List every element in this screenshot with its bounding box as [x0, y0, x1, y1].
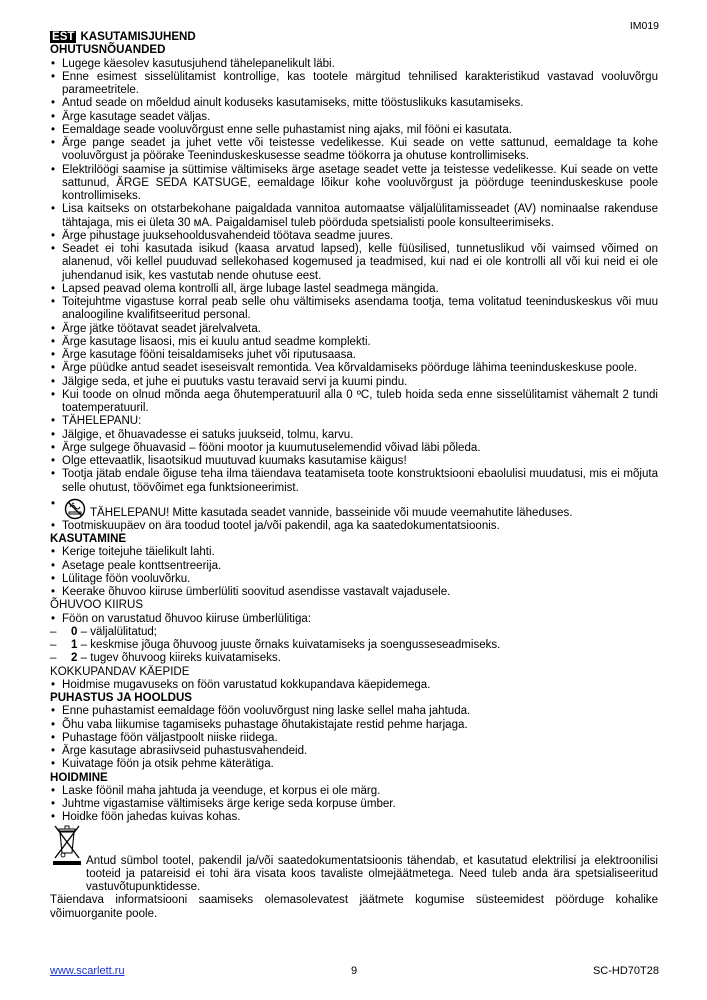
- disposal-text: Antud sümbol tootel, pakendil ja/või saatedokumentatsioonis tähendab, et kasutatud elektrilisi ja elektroonilisi tooteid ja patareisid ei tohi ära visata koos tavaliste olmejäätmetega. Need tuleb anda ära spetsialiseeritud vastuvõtupunktidesse.: [86, 854, 658, 893]
- speed-mode: – 1 – keskmise jõuga õhuvoog juuste õrnaks kuivatamiseks ja soengusseseadmiseks.: [50, 639, 658, 652]
- page-number: 9: [351, 965, 358, 977]
- list-item: • Eemaldage seade vooluvõrgust enne selle puhastamist ning ajaks, mil fööni ei kasutata.: [50, 124, 658, 137]
- usage-heading: KASUTAMINE: [50, 533, 127, 545]
- list-item-warning: [50, 498, 658, 520]
- list-item: • Kuivatage föön ja otsik pehme käterätiga.: [50, 758, 658, 771]
- list-item: • Lisa kaitseks on otstarbekohane paigaldada vannitoa automaatse väljalülitamisseadet (AV) nominaalse rakenduse tähtajaga, mis ei ületa 30 мА. Paigaldamisel tuleb pöörduda spetsialisti poole konsulteerimiseks.: [50, 203, 658, 230]
- list-item: • Kerige toitejuhe täielikult lahti.: [50, 546, 658, 559]
- folding-heading: KOKKUPANDAV KÄEPIDE: [50, 665, 190, 678]
- safety-list: [50, 58, 658, 534]
- list-item: • Lugege käesolev kasutusjuhend tähelepanelikult läbi.: [50, 58, 658, 71]
- airflow-heading: ÕHUVOO KIIRUS: [50, 599, 144, 612]
- list-item: • Hoidke föön jahedas kuivas kohas.: [50, 811, 658, 824]
- speed-key: 0: [71, 625, 78, 638]
- speed-key: 2: [71, 652, 78, 665]
- list-item: • Tootmiskuupäev on ära toodud tootel ja/või pakendil, aga ka saatedokumentatsioonis.: [50, 520, 658, 533]
- list-item: • Föön on varustatud õhuvoo kiiruse ümberlülitiga:: [50, 613, 658, 626]
- list-item: • Ärge pange seadet ja juhet vette või teistesse vedelikesse. Kui seade on vette sattunud, eemaldage ta kohe vooluvõrgust ja pöörake Teeninduskeskusesse seadme töökorra ja ohutuse kontrollimiseks.: [50, 137, 658, 164]
- list-item: • Seadet ei tohi kasutada isikud (kaasa arvatud lapsed), kelle füüsilised, tunnetuslikud või vaimsed võimed on alanenud, või kellel puuduvad sellekohased kogemused ja teadmised, kui nad ei ole kontrolli all või kui neid ei ole juhendanud isik, kes vastutab nende ohutuse eest.: [50, 243, 658, 283]
- list-item: • Antud seade on mõeldud ainult koduseks kasutamiseks, mitte tööstuslikuks kasutamiseks.: [50, 97, 658, 110]
- list-item: • Ärge kasutage abrasiivseid puhastusvahendeid.: [50, 745, 658, 758]
- list-item: • Puhastage föön väljastpoolt niiske riidega.: [50, 732, 658, 745]
- cleaning-heading: PUHASTUS JA HOOLDUS: [50, 692, 192, 704]
- list-item: • Hoidmise mugavuseks on föön varustatud kokkupandava käepidemega.: [50, 679, 658, 692]
- storage-heading: HOIDMINE: [50, 771, 108, 784]
- list-item: • Laske föönil maha jahtuda ja veenduge, et korpus ei ole märg.: [50, 785, 658, 798]
- list-item: • Ärge pihustage juuksehooldusvahendeid töötava seadme juures.: [50, 230, 658, 243]
- list-item: • Olge ettevaatlik, lisaotsikud muutuvad kuumaks kasutamise käigus!: [50, 455, 658, 468]
- model-number: SC-HD70T28: [592, 965, 659, 977]
- warning-text: • TÄHELEPANU! Mitte kasutada seadet vannide, basseinide või muude veemahutite läheduses.: [90, 506, 573, 519]
- list-item: • Toitejuhtme vigastuse korral peab selle ohu vältimiseks asendama tootja, tema volitatud teeninduskeskus või muu analoogiline kvalifitseeritud personal.: [50, 296, 658, 323]
- speed-mode: – 2 – tugev õhuvoog kiireks kuivatamiseks.: [50, 652, 658, 665]
- list-item: • Ärge püüdke antud seadet iseseisvalt remontida. Vea kõrvaldamiseks pöörduge lähima teeninduskeskuse poole.: [50, 362, 658, 375]
- crossed-bin-icon: [50, 823, 84, 867]
- disposal-note: Täiendava informatsiooni saamiseks olemasolevatest jäätmete kogumise süsteemidest pöörduge kohalike võimuorganite poole.: [50, 894, 658, 920]
- document-code: IM019: [629, 20, 659, 32]
- disposal-paragraph: [50, 855, 658, 895]
- list-item: • Ärge jätke töötavat seadet järelvalveta.: [50, 323, 658, 336]
- page-footer: [50, 965, 659, 979]
- manual-title: KASUTAMISJUHEND: [80, 31, 196, 43]
- list-item: • TÄHELEPANU:: [50, 415, 658, 428]
- list-item: • Elektrilöögi saamise ja süttimise vältimiseks ärge asetage seadet vette ja teistesse vedelikesse. Kui seade on vette sattunud, ÄRGE SEDA KATSUGE, eemaldage lõikur kohe vooluvõrgust ja pöörduge teeninduskeskuse poole kontrollimiseks.: [50, 164, 658, 204]
- list-item: • Juhtme vigastamise vältimiseks ärge kerige seda korpuse ümber.: [50, 798, 658, 811]
- list-item: • Jälgige seda, et juhe ei puutuks vastu teravaid servi ja kuumi pindu.: [50, 376, 658, 389]
- list-item: • Lülitage föön vooluvõrku.: [50, 573, 658, 586]
- list-item: • Ärge sulgege õhuavasid – fööni mootor ja kuumutuselemendid võivad läbi põleda.: [50, 442, 658, 455]
- speed-key: 1: [71, 639, 78, 651]
- list-item: • Tootja jätab endale õiguse teha ilma täiendava teatamiseta toote konstruktsiooni ebaolulisi muudatusi, mis ei mõjuta selle ohutust, töövõimet ega funktsioneerimist.: [50, 468, 658, 495]
- speed-mode: – 0 – väljalülitatud;: [50, 626, 658, 639]
- list-item: • Enne puhastamist eemaldage föön vooluvõrgust ning laske sellel maha jahtuda.: [50, 705, 658, 718]
- list-item: • Enne esimest sisselülitamist kontrollige, kas tootele märgitud tehnilised karakteristikud vastavad vooluvõrgu parameetritele.: [50, 71, 658, 98]
- website-link[interactable]: www.scarlett.ru: [50, 965, 125, 977]
- list-item: • Kui toode on olnud mõnda aega õhutemperatuuril alla 0 ºC, tuleb hoida seda enne sisselülitamist vähemalt 2 tundi toatemperatuuril.: [50, 389, 658, 416]
- manual-content: [50, 31, 658, 921]
- list-item: • Õhu vaba liikumise tagamiseks puhastage õhutakistajate restid pehme harjaga.: [50, 719, 658, 732]
- safety-heading: OHUTUSNÕUANDED: [50, 44, 166, 57]
- no-water-bath-icon: [62, 498, 89, 520]
- list-item: • Ärge kasutage seadet väljas.: [50, 111, 658, 124]
- language-badge: EST: [52, 31, 75, 43]
- spacer: [50, 825, 658, 855]
- list-item: • Asetage peale konttsentreerija.: [50, 560, 658, 573]
- list-item: • Ärge kasutage lisaosi, mis ei kuulu antud seadme komplekti.: [50, 336, 658, 349]
- list-item: • Keerake õhuvoo kiiruse ümberlüliti soovitud asendisse vastavalt vajadusele.: [50, 586, 658, 599]
- list-item: • Lapsed peavad olema kontrolli all, ärge lubage lastel seadmega mängida.: [50, 283, 658, 296]
- list-item: • Jälgige, et õhuavadesse ei satuks juukseid, tolmu, karvu.: [50, 429, 658, 442]
- list-item: • Ärge kasutage fööni teisaldamiseks juhet või riputusaasa.: [50, 349, 658, 362]
- manual-title-row: [50, 31, 658, 44]
